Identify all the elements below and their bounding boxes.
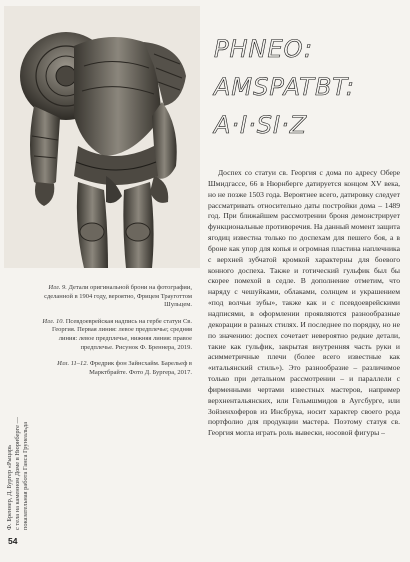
- page-number: 54: [8, 536, 18, 546]
- caption-text: Фредрик фон Зайнсхайм. Барельеф в Марктбрайте. Фото Д. Бургера, 2017.: [89, 360, 192, 376]
- armor-photo: [4, 6, 200, 268]
- inscription-line-3: A·I·SI·Z: [214, 111, 308, 139]
- inscription-line-2: AMSPATBT:: [214, 73, 355, 101]
- credit-title-1: «Рыцарь: [6, 444, 13, 469]
- credit-authors: Ф. Бреннер, Д. Бургер: [6, 469, 13, 530]
- caption-text: Псевдоеврейская надпись на гербе статуи Св. Георгия. Первая линия: левое предплечье; средняя линия: левое предплечье, нижняя линия: правое предплечье. Рисунок Ф. Бреннера, 2019.: [52, 317, 192, 351]
- caption-label: Илл. 9.: [48, 284, 67, 291]
- body-paragraph: Доспех со статуи св. Георгия с дома по адресу Оберe Шмидгассе, 66 в Нюрнберге датируется концом XV века, но не позже 1503 года. Вероятнее всего, датировку следует рассматривать относительно даты постройки дома – 1489 год. При ближайшем рассмотрении броня демонстрирует функциональные противоречия. На данный момент защита ягодиц известна только по доспехам для пешего боя, а в броне как упор для копья и огромная пластина наплечника с верхней зубчатой кромкой характерны для боевого конного доспеха. Также и готический гульфик был бы скорее помехой в седле. В дополнение отметим, что наряду с чешуйками, облаками, солнцем и украшением «под волчьи зубы», также как и с псевдоеврейскими надписями, в оформлении проявляются разнообразные декорации в разных стилях. И последнее по порядку, но не по значению: доспех сочетает невероятно редкие детали, такие как гульфик, закрытая внутренняя часть руки и асимметричные плечи (более всего известные как «итальянский стиль»). Это разнообразие – различимое только при детальном рассмотрении – и параллели с фирменными чертами известных мастеров, например верхнентальянских, или Гельмшмидов в Аугсбурге, или Зойзенхоферов из Инсбрука, носит характер своего рода портфолио для продукции мастера. Поэтому статуя св. Георгия могла играть роль вывески, носовой фигуры –: [208, 168, 400, 438]
- running-credit: [6, 270, 31, 530]
- caption-fig-11-12: [40, 360, 192, 377]
- caption-text: Детали оригинальной брони на фотографии, сделанной в 1904 году, вероятно, Фрицем Трауготтом Шульцем.: [44, 284, 192, 309]
- caption-label: Илл. 10.: [42, 317, 65, 325]
- caption-fig-9: [40, 284, 192, 310]
- armor-illustration: [4, 6, 200, 268]
- caption-label: Илл. 11–12.: [57, 360, 89, 368]
- credit-line-3: показательная работа Ганса Грунеальда: [22, 421, 30, 530]
- credit-line-2: с тела на каменном Доме в Нюрнберге —: [14, 417, 22, 530]
- figure-captions: [40, 284, 192, 385]
- credit-line-1: [6, 270, 14, 530]
- article-body: [208, 168, 400, 439]
- caption-fig-10: [40, 318, 192, 352]
- pseudo-hebrew-inscription: [214, 30, 404, 144]
- inscription-line-1: PHNEO:: [214, 35, 314, 63]
